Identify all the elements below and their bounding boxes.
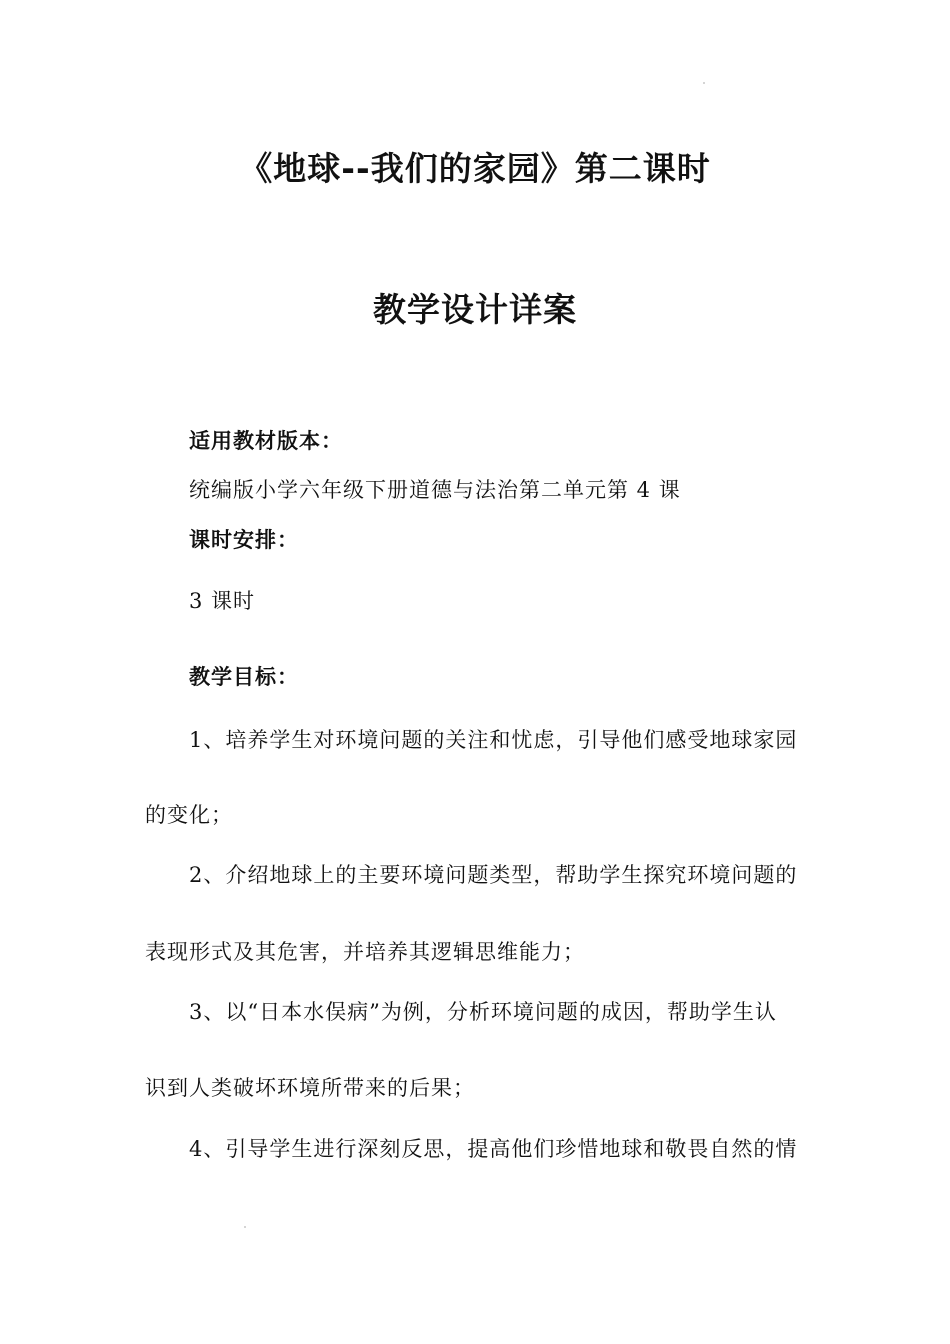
page-mark: [703, 82, 705, 84]
objective-4-line: 4、引导学生进行深刻反思，提高他们珍惜地球和敬畏自然的情: [189, 1137, 798, 1161]
schedule-value: 3 课时: [189, 589, 256, 613]
textbook-label: 适用教材版本：: [189, 429, 343, 453]
objective-1-line: 1、培养学生对环境问题的关注和忧虑，引导他们感受地球家园: [189, 728, 798, 752]
textbook-value: 统编版小学六年级下册道德与法治第二单元第 4 课: [189, 478, 681, 502]
schedule-label: 课时安排：: [189, 528, 299, 552]
document-title: 《地球--我们的家园》第二课时: [239, 149, 711, 188]
objective-1-continuation: 的变化；: [145, 803, 233, 827]
document-subtitle: 教学设计详案: [373, 290, 577, 329]
objective-3-line: 3、以“日本水俣病”为例，分析环境问题的成因，帮助学生认: [189, 1000, 777, 1024]
objective-2-continuation: 表现形式及其危害，并培养其逻辑思维能力；: [145, 940, 585, 964]
objective-2-line: 2、介绍地球上的主要环境问题类型，帮助学生探究环境问题的: [189, 863, 798, 887]
objective-3-continuation: 识到人类破坏环境所带来的后果；: [145, 1076, 475, 1100]
page-mark: [244, 1226, 246, 1228]
objectives-label: 教学目标：: [189, 665, 299, 689]
